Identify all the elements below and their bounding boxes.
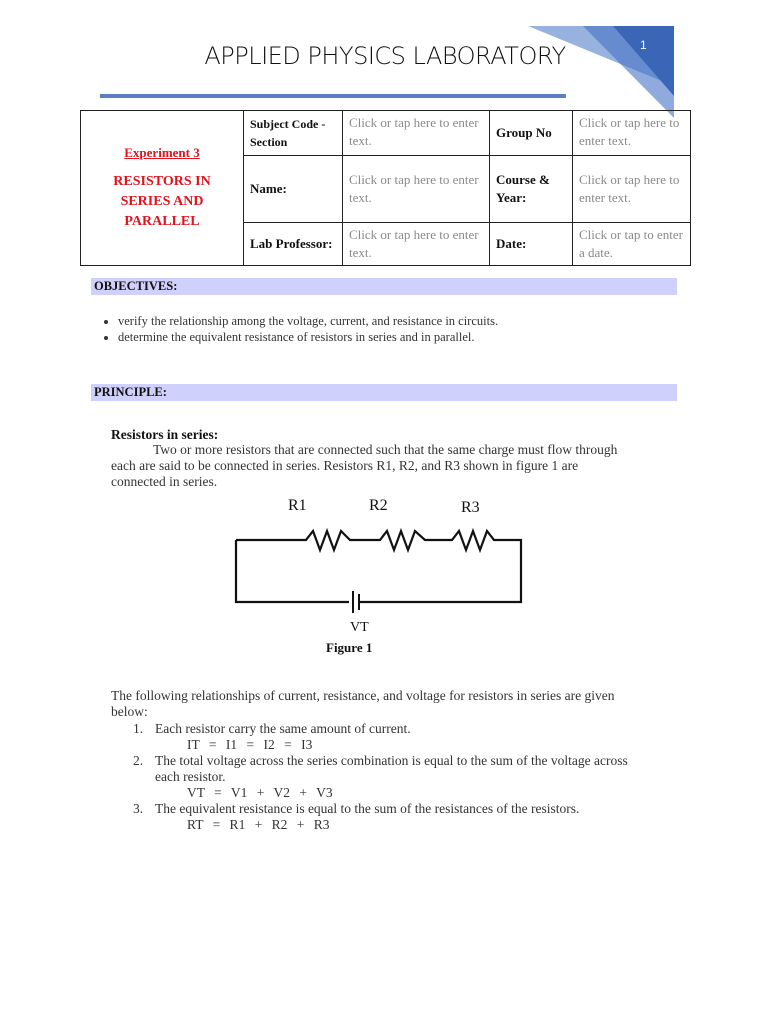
subject-code-label: Subject Code - Section [244,111,343,156]
relation-item: 1. Each resistor carry the same amount of current. [133,721,411,736]
relation-item: 3. The equivalent resistance is equal to the sum of the resistances of the resistors. [133,801,580,816]
lab-professor-label: Lab Professor: [244,223,343,266]
course-year-field[interactable]: Click or tap here to enter text. [573,156,691,223]
experiment-number: Experiment 3 [124,145,200,160]
label-r2: R2 [369,497,388,514]
relation-equation: VT = V1 + V2 + V3 [187,785,333,800]
header-rule [100,94,566,98]
figure-caption: Figure 1 [326,640,373,655]
objective-item: • verify the relationship among the voltage, current, and resistance in circuits. [118,313,698,329]
info-table [80,110,691,266]
relation-equation: RT = R1 + R2 + R3 [187,817,330,832]
series-circuit-diagram [230,495,530,645]
page-number: 1 [640,38,647,52]
header-corner-decoration [528,26,678,118]
objective-item: • determine the equivalent resistance of resistors in series and in parallel. [118,329,698,345]
name-label: Name: [244,156,343,223]
objectives-heading: OBJECTIVES: [91,278,677,295]
principle-heading: PRINCIPLE: [91,384,677,401]
subject-code-field[interactable]: Click or tap here to enter text. [343,111,490,156]
relation-item: 2. The total voltage across the series combination is equal to the sum of the voltage across each resistor. [133,753,628,784]
date-field[interactable]: Click or tap to enter a date. [573,223,691,266]
label-vt: VT [350,620,369,635]
page-title: APPLIED PHYSICS LABORATORY [204,42,566,70]
experiment-title: RESISTORS IN SERIES AND PARALLEL [113,174,211,229]
label-r3: R3 [461,499,480,516]
course-year-label: Course & Year: [490,156,573,223]
relations-list [133,721,643,833]
name-field[interactable]: Click or tap here to enter text. [343,156,490,223]
series-paragraph: Two or more resistors that are connected such that the same charge must flow through each are said to be connected in series. Resistors R1, R2, and R3 shown in figure 1 are connected in series. [111,442,618,489]
series-subheading: Resistors in series: [111,427,219,442]
lab-professor-field[interactable]: Click or tap here to enter text. [343,223,490,266]
date-label: Date: [490,223,573,266]
experiment-cell [81,111,244,266]
group-no-field[interactable]: Click or tap here to enter text. [573,111,691,156]
objectives-list [96,313,698,345]
relation-equation: IT = I1 = I2 = I3 [187,737,313,752]
relations-intro: The following relationships of current, resistance, and voltage for resistors in series are given below: [111,688,615,719]
label-r1: R1 [288,497,307,514]
group-no-label: Group No [490,111,573,156]
